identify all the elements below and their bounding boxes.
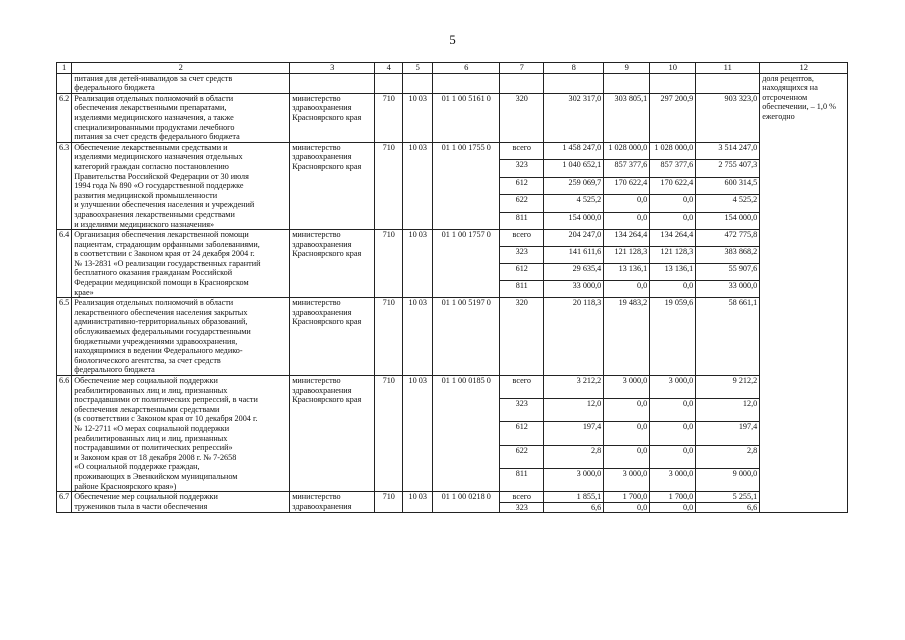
amount-year-1: 1 855,1 <box>544 492 604 503</box>
grbs-code: 710 <box>375 142 403 229</box>
amount-year-3: 0,0 <box>650 195 696 212</box>
amount-year-3: 297 200,9 <box>650 93 696 142</box>
amount-total: 58 661,1 <box>696 298 760 376</box>
measure-text: питания для детей-инвалидов за счет средств федерального бюджета <box>72 73 290 93</box>
amount-year-3: 0,0 <box>650 502 696 513</box>
expense-type-code: 811 <box>500 468 544 491</box>
target-article-code: 01 1 00 0218 0 <box>433 492 500 513</box>
expense-type-code: 323 <box>500 247 544 264</box>
header-cell-10: 10 <box>650 63 696 74</box>
measure-text: Реализация отдельных полномочий в области лекарственного обеспечения населения закрытых административно-территориальных образований, обслуживаемых федеральными государственными бюджетными учреждениями здравоохранения, находящимися в ведении Федерального медико- биологического агентства, за счет средств федерального бюджета <box>72 298 290 376</box>
section-code: 10 03 <box>403 142 433 229</box>
amount-year-3: 170 622,4 <box>650 177 696 194</box>
amount-total: 4 525,2 <box>696 195 760 212</box>
amount-total: 9 000,0 <box>696 468 760 491</box>
row-number: 6.4 <box>57 230 72 298</box>
expense-type-code: всего <box>500 230 544 247</box>
amount-total: 472 775,8 <box>696 230 760 247</box>
amount-year-3: 0,0 <box>650 422 696 445</box>
amount-year-3: 0,0 <box>650 281 696 298</box>
row-number: 6.3 <box>57 142 72 229</box>
amount-year-1: 1 040 652,1 <box>544 160 604 177</box>
budget-table <box>56 62 848 513</box>
amount-year-3: 857 377,6 <box>650 160 696 177</box>
amount-year-1: 6,6 <box>544 502 604 513</box>
row-number: 6.6 <box>57 376 72 492</box>
section-code: 10 03 <box>403 230 433 298</box>
grbs-code: 710 <box>375 492 403 513</box>
amount-year-1: 302 317,0 <box>544 93 604 142</box>
table-row <box>57 376 848 399</box>
amount-year-1: 4 525,2 <box>544 195 604 212</box>
amount-year-3: 19 059,6 <box>650 298 696 376</box>
target-indicator: доля рецептов, находящихся на отсроченном обеспечении, – 1,0 % ежегодно <box>760 73 848 513</box>
header-cell-8: 8 <box>544 63 604 74</box>
amount-year-2: 0,0 <box>604 212 650 229</box>
amount-year-2: 0,0 <box>604 281 650 298</box>
expense-type-code: 612 <box>500 264 544 281</box>
target-article-code: 01 1 00 1755 0 <box>433 142 500 229</box>
amount-year-3: 121 128,3 <box>650 247 696 264</box>
amount-year-1: 259 069,7 <box>544 177 604 194</box>
amount-year-2: 0,0 <box>604 445 650 468</box>
empty-cell <box>604 73 650 93</box>
row-number: 6.5 <box>57 298 72 376</box>
expense-type-code: 811 <box>500 212 544 229</box>
header-cell-1: 1 <box>57 63 72 74</box>
header-cell-4: 4 <box>375 63 403 74</box>
amount-year-2: 3 000,0 <box>604 376 650 399</box>
measure-text: Обеспечение мер социальной поддержки тружеников тыла в части обеспечения <box>72 492 290 513</box>
amount-year-2: 13 136,1 <box>604 264 650 281</box>
amount-year-1: 141 611,6 <box>544 247 604 264</box>
expense-type-code: 612 <box>500 422 544 445</box>
header-cell-9: 9 <box>604 63 650 74</box>
grbs-code: 710 <box>375 93 403 142</box>
expense-type-code: 811 <box>500 281 544 298</box>
header-cell-3: 3 <box>290 63 375 74</box>
empty-cell <box>696 73 760 93</box>
continuation-row <box>57 73 848 93</box>
amount-total: 383 868,2 <box>696 247 760 264</box>
row-number <box>57 73 72 93</box>
grbs-code: 710 <box>375 230 403 298</box>
grbs-code: 710 <box>375 376 403 492</box>
amount-total: 600 314,5 <box>696 177 760 194</box>
amount-year-3: 13 136,1 <box>650 264 696 281</box>
amount-year-2: 1 028 000,0 <box>604 142 650 159</box>
measure-text: Реализация отдельных полномочий в области обеспечения лекарственными препаратами, изделиями медицинского назначения, а также специализированными продуктами лечебного питания за счет средств федерального бюджета <box>72 93 290 142</box>
target-article-code: 01 1 00 1757 0 <box>433 230 500 298</box>
amount-year-2: 19 483,2 <box>604 298 650 376</box>
expense-type-code: всего <box>500 376 544 399</box>
amount-total: 3 514 247,0 <box>696 142 760 159</box>
amount-total: 9 212,2 <box>696 376 760 399</box>
amount-total: 5 255,1 <box>696 492 760 503</box>
amount-year-2: 0,0 <box>604 502 650 513</box>
amount-year-1: 2,8 <box>544 445 604 468</box>
amount-year-3: 3 000,0 <box>650 468 696 491</box>
empty-cell <box>544 73 604 93</box>
expense-type-code: 622 <box>500 445 544 468</box>
table-row <box>57 298 848 376</box>
amount-year-1: 204 247,0 <box>544 230 604 247</box>
section-code: 10 03 <box>403 492 433 513</box>
amount-year-3: 1 700,0 <box>650 492 696 503</box>
amount-year-2: 0,0 <box>604 422 650 445</box>
empty-cell <box>650 73 696 93</box>
amount-total: 154 000,0 <box>696 212 760 229</box>
expense-type-code: 323 <box>500 502 544 513</box>
header-cell-5: 5 <box>403 63 433 74</box>
amount-year-3: 0,0 <box>650 399 696 422</box>
expense-type-code: всего <box>500 492 544 503</box>
header-cell-2: 2 <box>72 63 290 74</box>
amount-year-2: 857 377,6 <box>604 160 650 177</box>
header-row <box>57 63 848 74</box>
amount-year-1: 12,0 <box>544 399 604 422</box>
header-cell-12: 12 <box>760 63 848 74</box>
amount-total: 55 907,6 <box>696 264 760 281</box>
empty-cell <box>375 73 403 93</box>
expense-type-code: 320 <box>500 93 544 142</box>
responsible-org: министерство здравоохранения Красноярского края <box>290 230 375 298</box>
amount-year-1: 3 212,2 <box>544 376 604 399</box>
section-code: 10 03 <box>403 298 433 376</box>
amount-total: 2,8 <box>696 445 760 468</box>
amount-total: 33 000,0 <box>696 281 760 298</box>
empty-cell <box>403 73 433 93</box>
amount-year-3: 3 000,0 <box>650 376 696 399</box>
amount-year-2: 134 264,4 <box>604 230 650 247</box>
empty-cell <box>290 73 375 93</box>
header-cell-6: 6 <box>433 63 500 74</box>
table-row <box>57 142 848 159</box>
measure-text: Организация обеспечения лекарственной помощи пациентам, страдающим орфанными заболеваниями, в соответствии с Законом края от 24 декабря 2004 г. № 13-2831 «О реализации государственных гарантий бесплатного оказания гражданам Российской Федерации медицинской помощи в Красноярском крае» <box>72 230 290 298</box>
amount-year-3: 134 264,4 <box>650 230 696 247</box>
expense-type-code: 622 <box>500 195 544 212</box>
amount-total: 2 755 407,3 <box>696 160 760 177</box>
amount-year-1: 1 458 247,0 <box>544 142 604 159</box>
row-number: 6.2 <box>57 93 72 142</box>
amount-year-2: 1 700,0 <box>604 492 650 503</box>
amount-year-1: 29 635,4 <box>544 264 604 281</box>
amount-year-3: 1 028 000,0 <box>650 142 696 159</box>
responsible-org: министерство здравоохранения Красноярского края <box>290 298 375 376</box>
expense-type-code: 612 <box>500 177 544 194</box>
table-row <box>57 230 848 247</box>
amount-year-2: 3 000,0 <box>604 468 650 491</box>
amount-year-1: 154 000,0 <box>544 212 604 229</box>
empty-cell <box>433 73 500 93</box>
measure-text: Обеспечение мер социальной поддержки реабилитированных лиц и лиц, признанных пострадавшими от политических репрессий, в части обеспечения лекарственными средствами (в соответствии с Законом края от 10 декабря 2004 г. № 12-2711 «О мерах социальной поддержки реабилитированных лиц и лиц, признанных пострадавшими от политических репрессий» и Законом края от 18 декабря 2008 г. № 7-2658 «О социальной поддержке граждан, проживающих в Эвенкийском муниципальном районе Красноярского края») <box>72 376 290 492</box>
header-cell-11: 11 <box>696 63 760 74</box>
amount-year-1: 3 000,0 <box>544 468 604 491</box>
responsible-org: министерство здравоохранения Красноярского края <box>290 142 375 229</box>
target-article-code: 01 1 00 0185 0 <box>433 376 500 492</box>
amount-year-2: 170 622,4 <box>604 177 650 194</box>
amount-total: 6,6 <box>696 502 760 513</box>
target-article-code: 01 1 00 5161 0 <box>433 93 500 142</box>
amount-year-3: 0,0 <box>650 212 696 229</box>
amount-total: 12,0 <box>696 399 760 422</box>
amount-total: 197,4 <box>696 422 760 445</box>
section-code: 10 03 <box>403 93 433 142</box>
grbs-code: 710 <box>375 298 403 376</box>
empty-cell <box>500 73 544 93</box>
responsible-org: министерство здравоохранения <box>290 492 375 513</box>
header-cell-7: 7 <box>500 63 544 74</box>
amount-total: 903 323,0 <box>696 93 760 142</box>
expense-type-code: 323 <box>500 399 544 422</box>
amount-year-2: 0,0 <box>604 399 650 422</box>
amount-year-1: 20 118,3 <box>544 298 604 376</box>
expense-type-code: 323 <box>500 160 544 177</box>
expense-type-code: 320 <box>500 298 544 376</box>
table-row <box>57 492 848 503</box>
expense-type-code: всего <box>500 142 544 159</box>
table-row <box>57 93 848 142</box>
measure-text: Обеспечение лекарственными средствами и изделиями медицинского назначения отдельных категорий граждан согласно постановлению Правительства Российской Федерации от 30 июля 1994 года № 890 «О государственной поддержке развития медицинской промышленности и улучшении обеспечения населения и учреждений здравоохранения лекарственными средствами и изделиями медицинского назначения» <box>72 142 290 229</box>
amount-year-1: 33 000,0 <box>544 281 604 298</box>
responsible-org: министерство здравоохранения Красноярского края <box>290 93 375 142</box>
target-article-code: 01 1 00 5197 0 <box>433 298 500 376</box>
amount-year-1: 197,4 <box>544 422 604 445</box>
amount-year-2: 121 128,3 <box>604 247 650 264</box>
amount-year-2: 303 805,1 <box>604 93 650 142</box>
row-number: 6.7 <box>57 492 72 513</box>
amount-year-2: 0,0 <box>604 195 650 212</box>
responsible-org: министерство здравоохранения Красноярского края <box>290 376 375 492</box>
amount-year-3: 0,0 <box>650 445 696 468</box>
section-code: 10 03 <box>403 376 433 492</box>
page-number: 5 <box>449 32 456 47</box>
